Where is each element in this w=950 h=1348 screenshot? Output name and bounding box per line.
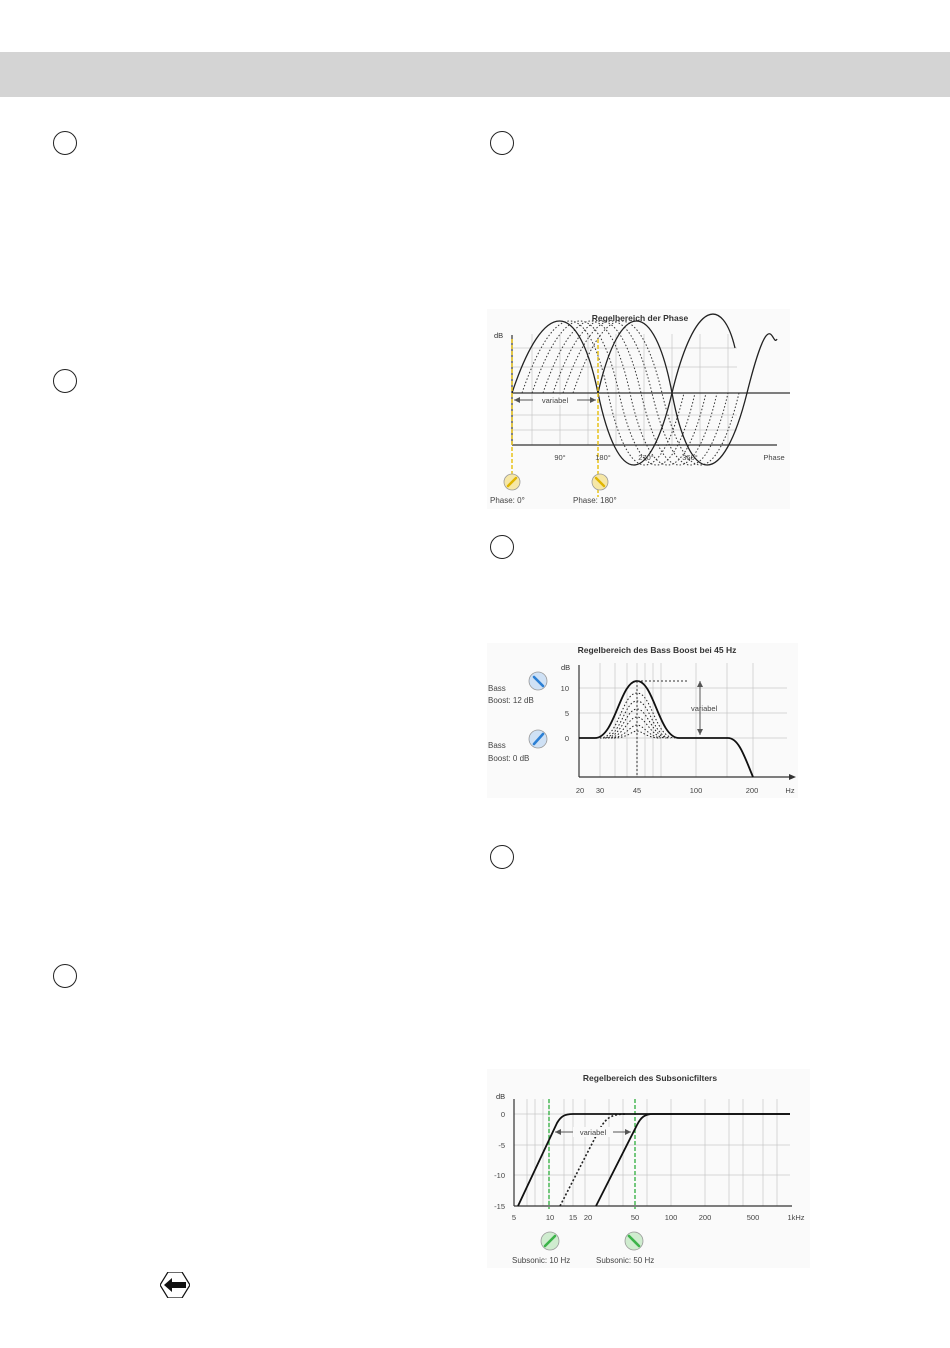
arrowhead-icon bbox=[789, 774, 796, 780]
bass-boost-chart bbox=[487, 643, 798, 798]
bass-grid bbox=[579, 663, 787, 777]
phase-tick: 360° bbox=[682, 453, 698, 462]
subsonic-knob-left-label: Subsonic: 10 Hz bbox=[512, 1256, 571, 1265]
bass-knob-top-label-1: Bass bbox=[488, 684, 506, 693]
subsonic-knob-right-icon bbox=[625, 1232, 643, 1250]
bass-dotted-curves bbox=[600, 693, 675, 738]
bass-knob-top-icon bbox=[529, 672, 547, 690]
phase-chart bbox=[487, 309, 790, 509]
subsonic-x-tick: 20 bbox=[583, 1213, 593, 1222]
bass-chart-title: Regelbereich des Bass Boost bei 45 Hz bbox=[577, 645, 737, 655]
bass-x-tick: 30 bbox=[595, 786, 605, 795]
phase-chart-title: Regelbereich der Phase bbox=[591, 313, 689, 323]
subsonic-y-tick: -15 bbox=[494, 1202, 505, 1211]
arrowhead-icon bbox=[514, 397, 520, 403]
subsonic-x-tick: 100 bbox=[664, 1213, 678, 1222]
subsonic-y-tick: 0 bbox=[500, 1110, 505, 1119]
bass-y-tick: 5 bbox=[564, 709, 569, 718]
arrowhead-icon bbox=[555, 1129, 561, 1135]
header-bar bbox=[0, 52, 950, 97]
section-marker-6 bbox=[490, 845, 514, 869]
phase-tick: 90° bbox=[554, 453, 566, 462]
subsonic-chart bbox=[487, 1069, 810, 1268]
phase-knob-left-icon bbox=[504, 474, 520, 490]
bass-chart-ylabel: dB bbox=[561, 663, 571, 672]
subsonic-x-tick: 5 bbox=[511, 1213, 517, 1222]
bass-knob-top-label-2: Boost: 12 dB bbox=[488, 696, 534, 705]
phase-knob-right-label: Phase: 180° bbox=[573, 496, 617, 505]
phase-variabel-label: variabel bbox=[541, 396, 569, 405]
phase-tick: 180° bbox=[595, 453, 611, 462]
subsonic-y-tick: -10 bbox=[494, 1171, 505, 1180]
section-marker-4 bbox=[490, 131, 514, 155]
subsonic-x-tick: 500 bbox=[746, 1213, 760, 1222]
bass-knob-bottom-label-2: Boost: 0 dB bbox=[488, 754, 530, 763]
section-marker-5 bbox=[490, 535, 514, 559]
phase-tick: 270° bbox=[638, 453, 654, 462]
phase-knob-left-label: Phase: 0° bbox=[490, 496, 525, 505]
bass-variabel-label: variabel bbox=[691, 704, 718, 713]
subsonic-x-tick: 1kHz bbox=[787, 1213, 805, 1222]
bass-knob-bottom-label-1: Bass bbox=[488, 741, 506, 750]
section-marker-3 bbox=[53, 964, 77, 988]
subsonic-variabel-label: variabel bbox=[579, 1128, 607, 1137]
arrowhead-icon bbox=[625, 1129, 631, 1135]
arrowhead-icon bbox=[590, 397, 596, 403]
subsonic-x-tick: 10 bbox=[545, 1213, 555, 1222]
subsonic-chart-ylabel: dB bbox=[496, 1092, 506, 1101]
phase-knob-right-icon bbox=[592, 474, 608, 490]
subsonic-knob-right-label: Subsonic: 50 Hz bbox=[596, 1256, 655, 1265]
subsonic-grid bbox=[514, 1099, 790, 1206]
arrowhead-icon bbox=[697, 729, 703, 735]
bass-x-tick: Hz bbox=[785, 786, 795, 795]
bass-y-tick: 10 bbox=[560, 684, 569, 693]
subsonic-x-tick: 50 bbox=[630, 1213, 640, 1222]
arrowhead-icon bbox=[697, 681, 703, 687]
bass-x-tick: 100 bbox=[689, 786, 703, 795]
section-marker-2 bbox=[53, 369, 77, 393]
phase-grid bbox=[512, 334, 737, 445]
bass-knob-bottom-icon bbox=[529, 730, 547, 748]
bass-y-tick: 0 bbox=[564, 734, 569, 743]
bass-x-tick: 45 bbox=[632, 786, 642, 795]
subsonic-chart-title: Regelbereich des Subsonicfilters bbox=[582, 1073, 718, 1083]
phase-chart-ylabel: dB bbox=[494, 331, 504, 340]
back-arrow-icon[interactable] bbox=[160, 1272, 190, 1298]
subsonic-x-tick: 200 bbox=[698, 1213, 712, 1222]
subsonic-knob-left-icon bbox=[541, 1232, 559, 1250]
section-marker-1 bbox=[53, 131, 77, 155]
phase-solid-curves bbox=[512, 314, 777, 465]
bass-x-tick: 200 bbox=[745, 786, 759, 795]
phase-xlabel: Phase bbox=[763, 453, 785, 462]
bass-x-tick: 20 bbox=[575, 786, 585, 795]
subsonic-x-tick: 15 bbox=[568, 1213, 578, 1222]
subsonic-curve-50hz bbox=[596, 1114, 790, 1206]
subsonic-y-tick: -5 bbox=[498, 1141, 505, 1150]
subsonic-curve-10hz bbox=[518, 1114, 790, 1206]
